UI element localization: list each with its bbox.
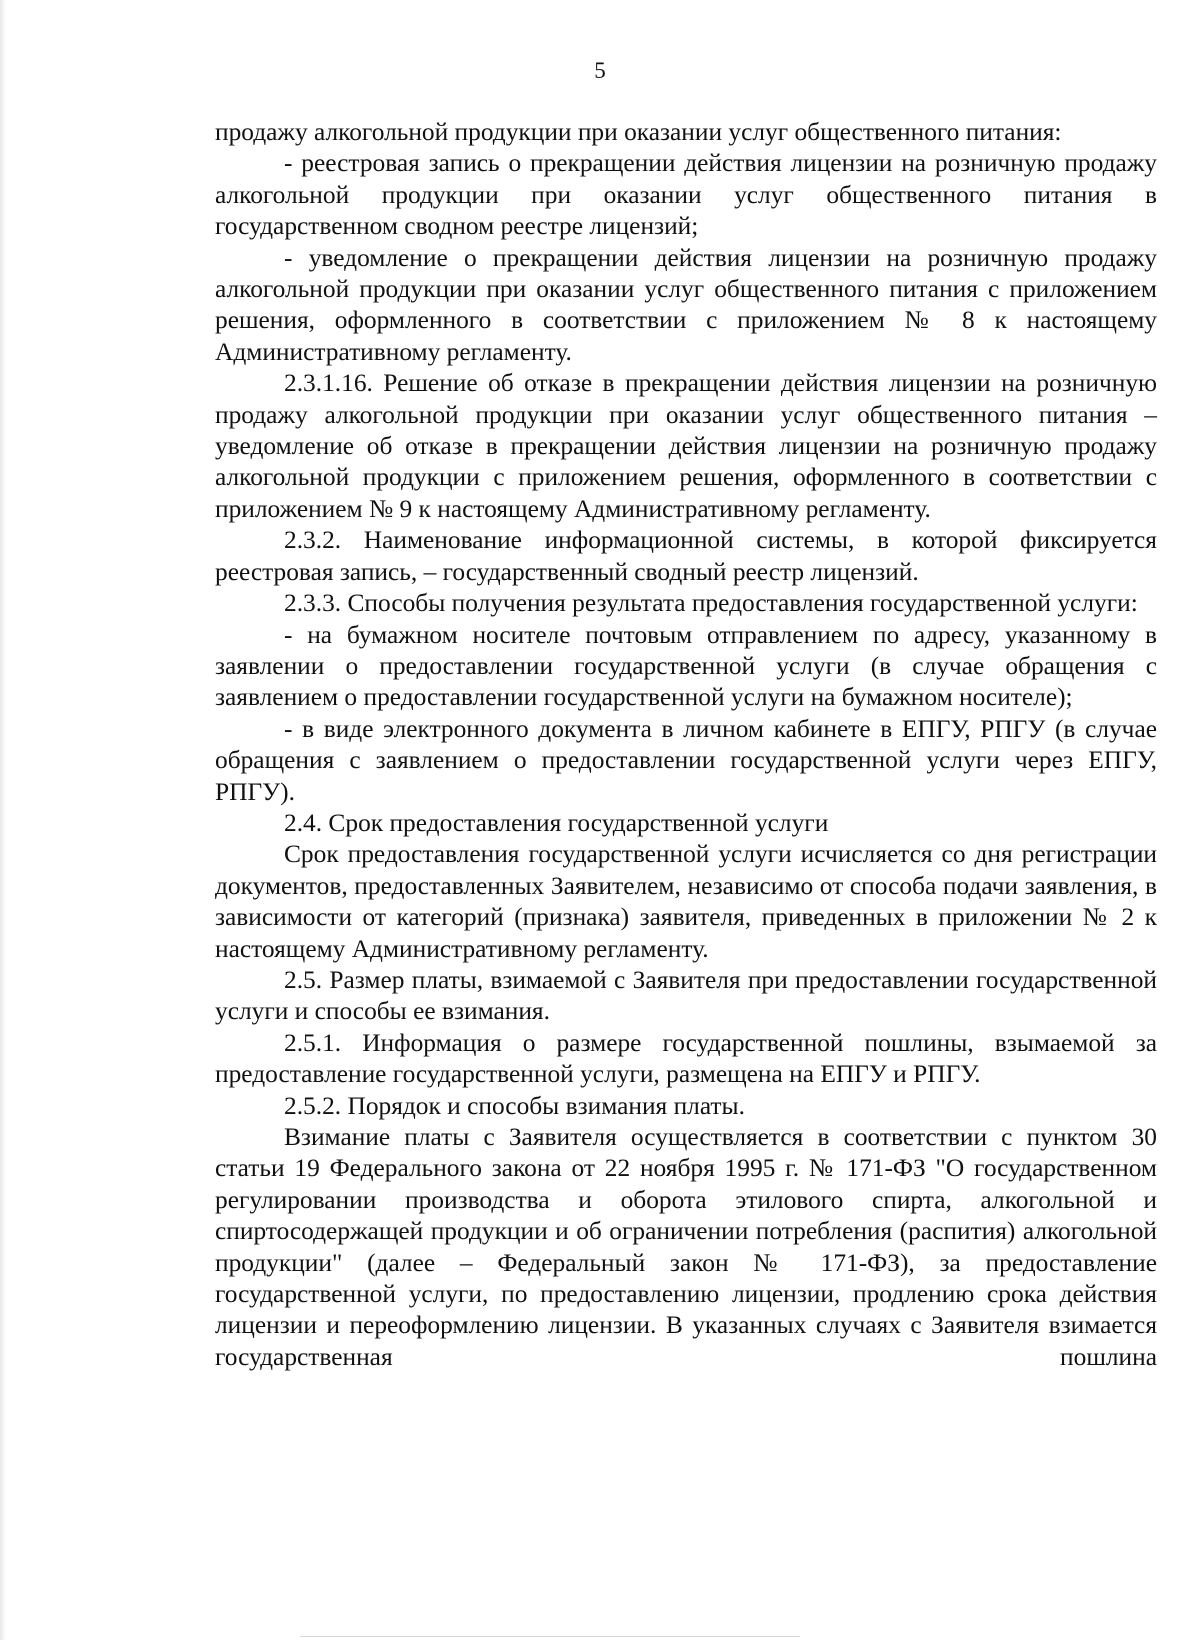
paragraph-2-4-heading: 2.4. Срок предоставления государственной услуги (284, 808, 829, 837)
paragraph-fee-collection: Взимание платы с Заявителя осуществляется в соответствии с пунктом 30 статьи 19 Федерального закона от 22 ноября 1995 г. № 171-ФЗ "О государственном регулировании производства и оборота этилового спирта, алкогольной и спиртосодержащей продукции и об ограничении потребления (распития) алкогольной продукции" (далее – Федеральный закон № 171-ФЗ), за предоставление государственной услуги, по предоставлению лицензии, продлению срока действия лицензии и переоформлению лицензии. В указанных случаях с Заявителя взимается государственная пошлина (215, 1123, 1157, 1371)
paragraph-registry-record: - реестровая запись о прекращении действия лицензии на розничную продажу алкогольной продукции при оказании услуг общественного питания в государственном сводном реестре лицензий; (215, 149, 1157, 241)
page-number: 5 (594, 58, 606, 83)
paragraph-paper-delivery: - на бумажном носителе почтовым отправлением по адресу, указанному в заявлении о предоставлении государственной услуги (в случае обращения с заявлением о предоставлении государственной услуги на бумажном носителе); (215, 620, 1157, 712)
paragraph-2-3-1-16: 2.3.1.16. Решение об отказе в прекращении действия лицензии на розничную продажу алкогольной продукции при оказании услуг общественного питания – уведомление об отказе в прекращении действия лицензии на розничную продажу алкогольной продукции с приложением решения, оформленного в соответствии с приложением № 9 к настоящему Административному регламенту. (215, 369, 1157, 523)
scan-artifact-line (300, 1636, 800, 1637)
paragraph-2-5: 2.5. Размер платы, взимаемой с Заявителя при предоставлении государственной услуги и способы ее взимания. (215, 965, 1157, 1026)
paragraph-2-5-2: 2.5.2. Порядок и способы взимания платы. (284, 1091, 745, 1120)
scan-edge-shadow (0, 0, 6, 1640)
paragraph-termination-notice: - уведомление о прекращении действия лицензии на розничную продажу алкогольной продукции при оказании услуг общественного питания с приложением решения, оформленного в соответствии с приложением № 8 к настоящему Административному регламенту. (215, 243, 1157, 366)
paragraph-2-5-1: 2.5.1. Информация о размере государственной пошлины, взымаемой за предоставление государственной услуги, размещена на ЕПГУ и РПГУ. (215, 1028, 1157, 1089)
document-body (215, 117, 1157, 1373)
paragraph-continuation: продажу алкогольной продукции при оказании услуг общественного питания: (215, 118, 1062, 146)
paragraph-2-4-term: Срок предоставления государственной услуги исчисляется со дня регистрации документов, предоставленных Заявителем, независимо от способа подачи заявления, в зависимости от категорий (признака) заявителя, приведенных в приложении № 2 к настоящему Административному регламенту. (215, 840, 1157, 963)
paragraph-2-3-3: 2.3.3. Способы получения результата предоставления государственной услуги: (284, 589, 1138, 618)
paragraph-2-3-2: 2.3.2. Наименование информационной системы, в которой фиксируется реестровая запись, – государственный сводный реестр лицензий. (215, 526, 1157, 586)
paragraph-electronic-delivery: - в виде электронного документа в личном кабинете в ЕПГУ, РПГУ (в случае обращения с заявлением о предоставлении государственной услуги через ЕПГУ, РПГУ). (215, 714, 1157, 806)
